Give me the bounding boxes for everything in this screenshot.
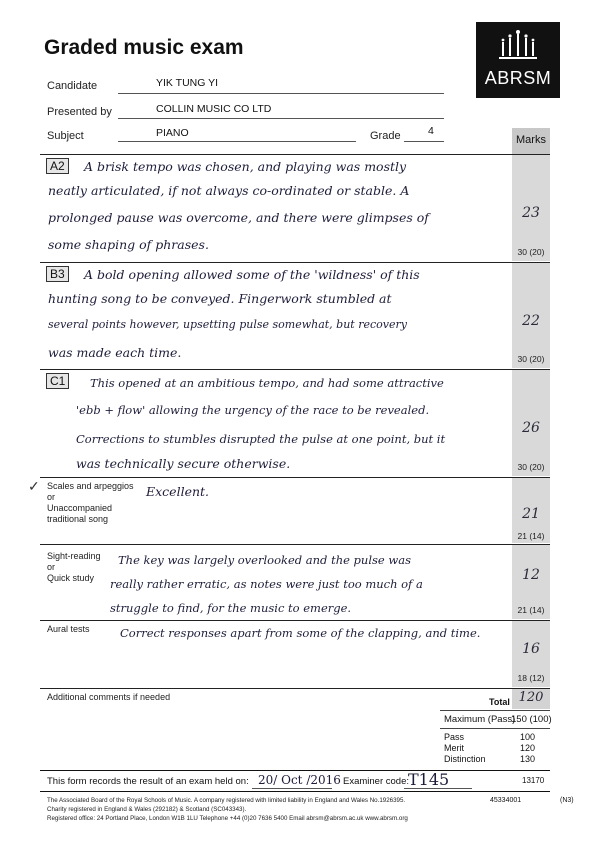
section-max: 30 (20) [517, 354, 545, 364]
comment-line: really rather erratic, as notes were just too much of a [110, 577, 423, 591]
record-text: This form records the result of an exam held on: [47, 776, 249, 787]
sight-reading-label: Sight-reading or Quick study [47, 551, 101, 583]
aural-label: Aural tests [47, 624, 90, 634]
comment-line: some shaping of phrases. [48, 237, 209, 252]
section-max: 30 (20) [517, 462, 545, 472]
aural-comment: Correct responses apart from some of the clapping, and time. [120, 626, 481, 640]
comment-line: A brisk tempo was chosen, and playing was mostly [84, 159, 407, 174]
section-mark: 26 [522, 420, 540, 436]
presented-by-label: Presented by [47, 106, 112, 118]
logo-text: ABRSM [484, 68, 552, 88]
serial-number: 45334001 [490, 797, 522, 804]
exam-date: 20/ Oct /2016 [258, 773, 341, 787]
distinction-label: Distinction [444, 754, 486, 764]
section-mark: 23 [522, 205, 540, 221]
comment-line: prolonged pause was overcome, and there were glimpses of [48, 210, 429, 225]
section-tag: A2 [46, 158, 69, 174]
sight-mark: 12 [522, 567, 540, 583]
section-max: 30 (20) [517, 247, 545, 257]
comment-line: The key was largely overlooked and the pulse was [118, 553, 411, 567]
maximum-label: Maximum (Pass) [444, 714, 516, 725]
merit-label: Merit [444, 743, 464, 753]
sight-max: 21 (14) [517, 605, 545, 615]
abrsm-logo [476, 22, 560, 98]
comment-line: was technically secure otherwise. [76, 456, 291, 471]
section-a2 [40, 155, 510, 261]
form-number: 13170 [522, 776, 545, 785]
comment-line: Corrections to stumbles disrupted the pulse at one point, but it [76, 432, 446, 446]
aural-max: 18 (12) [517, 673, 545, 683]
scales-mark: 21 [522, 506, 540, 522]
pass-value: 100 [520, 732, 536, 742]
crown-icon [476, 26, 560, 66]
pass-label: Pass [444, 732, 465, 742]
total-label: Total [489, 697, 510, 707]
aural-mark: 16 [522, 641, 540, 657]
examiner-code: T145 [408, 770, 450, 789]
check-mark-icon: ✓ [28, 478, 40, 494]
grade-label: Grade [370, 130, 401, 142]
comment-line: A bold opening allowed some of the 'wildness' of this [84, 267, 420, 282]
form-code: (N3) [560, 797, 574, 804]
comment-line: 'ebb + flow' allowing the urgency of the race to be revealed. [76, 403, 430, 417]
page-title: Graded music exam [44, 36, 244, 59]
comment-line: struggle to find, for the music to emerge. [110, 601, 352, 615]
section-c1 [40, 370, 510, 476]
candidate-label: Candidate [47, 80, 98, 92]
maximum-value: 150 (100) [511, 714, 552, 725]
section-tag: B3 [46, 266, 69, 282]
scales-label: Scales and arpeggios or Unaccompanied traditional song [47, 481, 134, 524]
marks-header: Marks [516, 134, 546, 146]
subject-value: PIANO [156, 127, 189, 139]
section-b3 [40, 263, 510, 368]
legal-text: The Associated Board of the Royal Schools of Music. A company registered with limited liability in England and Wales No.1926395. Charity registered in England & Wales (292182) & Scotland (SC043343). Registered office: 24 Portland Place, London W1B 1LU Telephone +44 (0)20 7636 5400 Email abrsm@abrsm.ac.uk www.abrsm.org [47, 797, 408, 822]
subject-label: Subject [47, 130, 84, 142]
section-tag: C1 [46, 373, 69, 389]
scales-max: 21 (14) [517, 531, 545, 541]
candidate-value: YIK TUNG YI [156, 77, 219, 89]
comment-line: This opened at an ambitious tempo, and had some attractive [90, 376, 444, 390]
comment-line: neatly articulated, if not always co-ordinated or stable. A [48, 183, 410, 198]
examiner-code-label: Examiner code: [343, 776, 410, 787]
additional-comments-label: Additional comments if needed [47, 692, 171, 702]
comment-line: hunting song to be conveyed. Fingerwork stumbled at [48, 291, 392, 306]
comment-line: several points however, upsetting pulse somewhat, but recovery [48, 318, 407, 331]
comment-line: was made each time. [48, 345, 182, 360]
distinction-value: 130 [520, 754, 536, 764]
scales-comment: Excellent. [146, 484, 210, 499]
total-value: 120 [512, 689, 550, 709]
presented-by-value: COLLIN MUSIC CO LTD [156, 103, 272, 115]
merit-value: 120 [520, 743, 536, 753]
grade-value: 4 [428, 125, 434, 137]
section-mark: 22 [522, 313, 540, 329]
